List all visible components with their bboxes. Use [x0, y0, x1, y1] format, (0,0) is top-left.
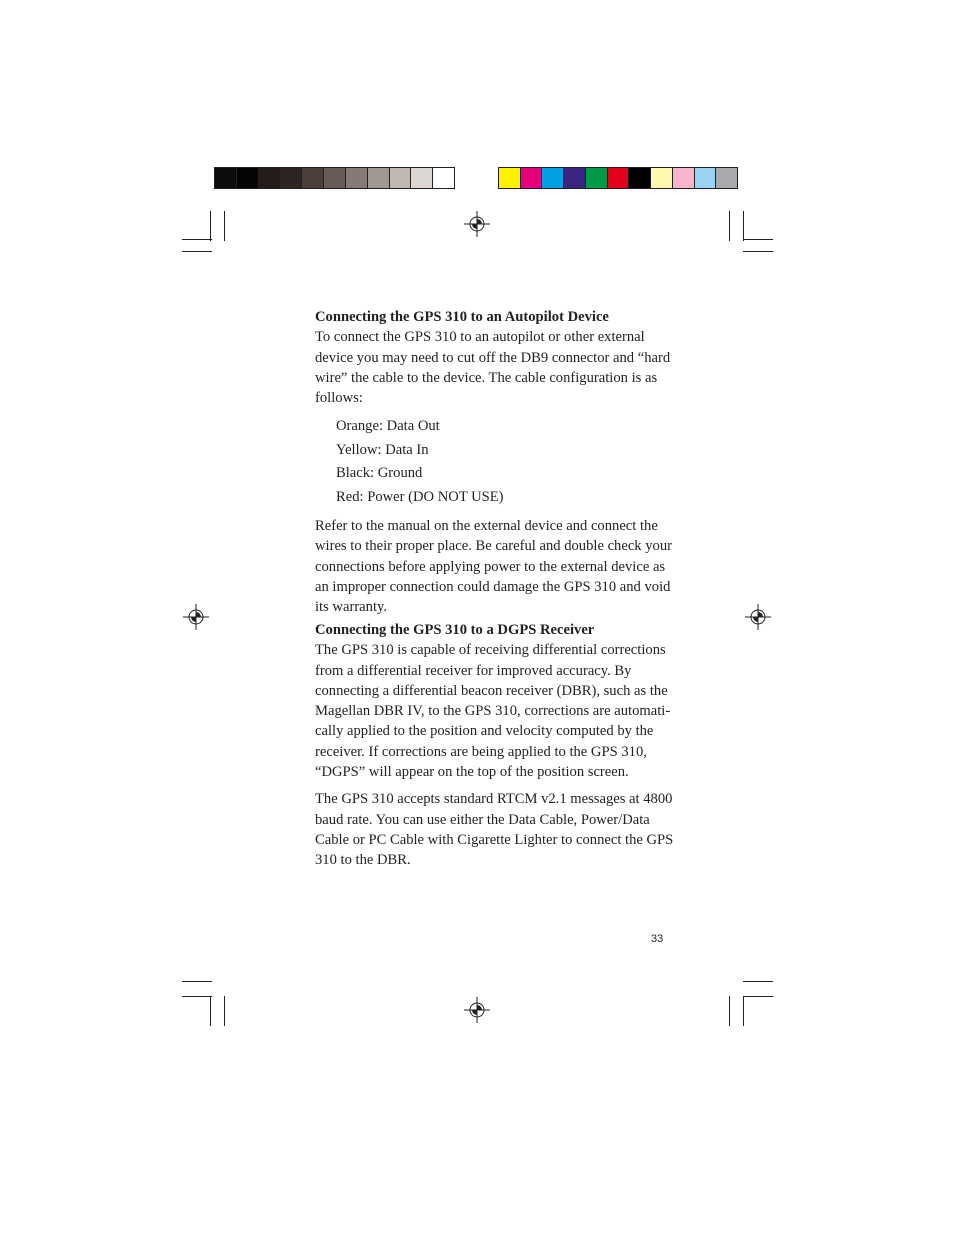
registration-mark-icon	[745, 604, 771, 630]
color-swatch	[215, 168, 237, 188]
color-swatch	[237, 168, 259, 188]
crop-mark	[182, 251, 212, 252]
wire-list	[336, 415, 675, 509]
section-autopilot	[315, 307, 675, 618]
color-swatch	[564, 168, 586, 188]
color-swatch	[608, 168, 630, 188]
color-swatch	[302, 168, 324, 188]
color-swatch	[411, 168, 433, 188]
color-swatch	[716, 168, 737, 188]
crop-mark	[210, 996, 211, 1026]
crop-mark	[210, 211, 211, 241]
color-swatch	[629, 168, 651, 188]
color-swatch	[368, 168, 390, 188]
page-number: 33	[651, 933, 664, 945]
crop-mark	[729, 211, 730, 241]
color-swatch	[324, 168, 346, 188]
registration-mark-icon	[183, 604, 209, 630]
crop-mark	[743, 996, 773, 997]
color-swatch	[433, 168, 454, 188]
list-item: Red: Power (DO NOT USE)	[336, 488, 504, 505]
color-swatch	[586, 168, 608, 188]
color-swatch	[542, 168, 564, 188]
list-item: Yellow: Data In	[336, 441, 429, 458]
crop-mark	[224, 996, 225, 1026]
crop-mark	[182, 981, 212, 982]
color-swatch	[346, 168, 368, 188]
crop-mark	[729, 996, 730, 1026]
crop-mark	[182, 996, 212, 997]
color-swatch	[695, 168, 717, 188]
crop-mark	[743, 239, 773, 240]
color-swatch	[651, 168, 673, 188]
body-paragraph: Refer to the manual on the external device and connect the wires to their proper place. Be careful and double check your connections before applying power to the external device as an improper connection could damage the GPS 310 and void its warranty.	[315, 518, 672, 616]
color-swatch	[521, 168, 543, 188]
body-paragraph: The GPS 310 is capable of receiving differential corrections from a differential receiver for improved accuracy. By connecting a differential beacon receiver (DBR), such as the Magellan DBR IV, to the GPS 310, corrections are automati-cally applied to the position and velocity computed by the receiver. If corrections are being applied to the GPS 310, “DGPS” will appear on the top of the position screen.	[315, 642, 671, 781]
list-item: Orange: Data Out	[336, 418, 440, 435]
crop-mark	[182, 239, 212, 240]
grayscale-color-bar	[214, 167, 455, 189]
color-swatch	[259, 168, 281, 188]
color-swatch	[280, 168, 302, 188]
section-heading: Connecting the GPS 310 to an Autopilot Device	[315, 309, 609, 325]
color-swatch	[390, 168, 412, 188]
crop-mark	[743, 981, 773, 982]
color-swatch	[499, 168, 521, 188]
crop-mark	[743, 251, 773, 252]
crop-mark	[743, 996, 744, 1026]
registration-mark-icon	[464, 211, 490, 237]
crop-mark	[743, 211, 744, 241]
body-paragraph: To connect the GPS 310 to an autopilot or other external device you may need to cut off the DB9 connector and “hard wire” the cable to the device. The cable configuration is as follows:	[315, 329, 671, 407]
color-swatch	[673, 168, 695, 188]
section-heading: Connecting the GPS 310 to a DGPS Receiver	[315, 622, 595, 638]
registration-mark-icon	[464, 997, 490, 1023]
process-color-bar	[498, 167, 738, 189]
section-dgps	[315, 620, 675, 871]
body-paragraph: The GPS 310 accepts standard RTCM v2.1 messages at 4800 baud rate. You can use either the Data Cable, Power/Data Cable or PC Cable with Cigarette Lighter to connect the GPS 310 to the DBR.	[315, 791, 674, 869]
list-item: Black: Ground	[336, 465, 423, 482]
crop-mark	[224, 211, 225, 241]
